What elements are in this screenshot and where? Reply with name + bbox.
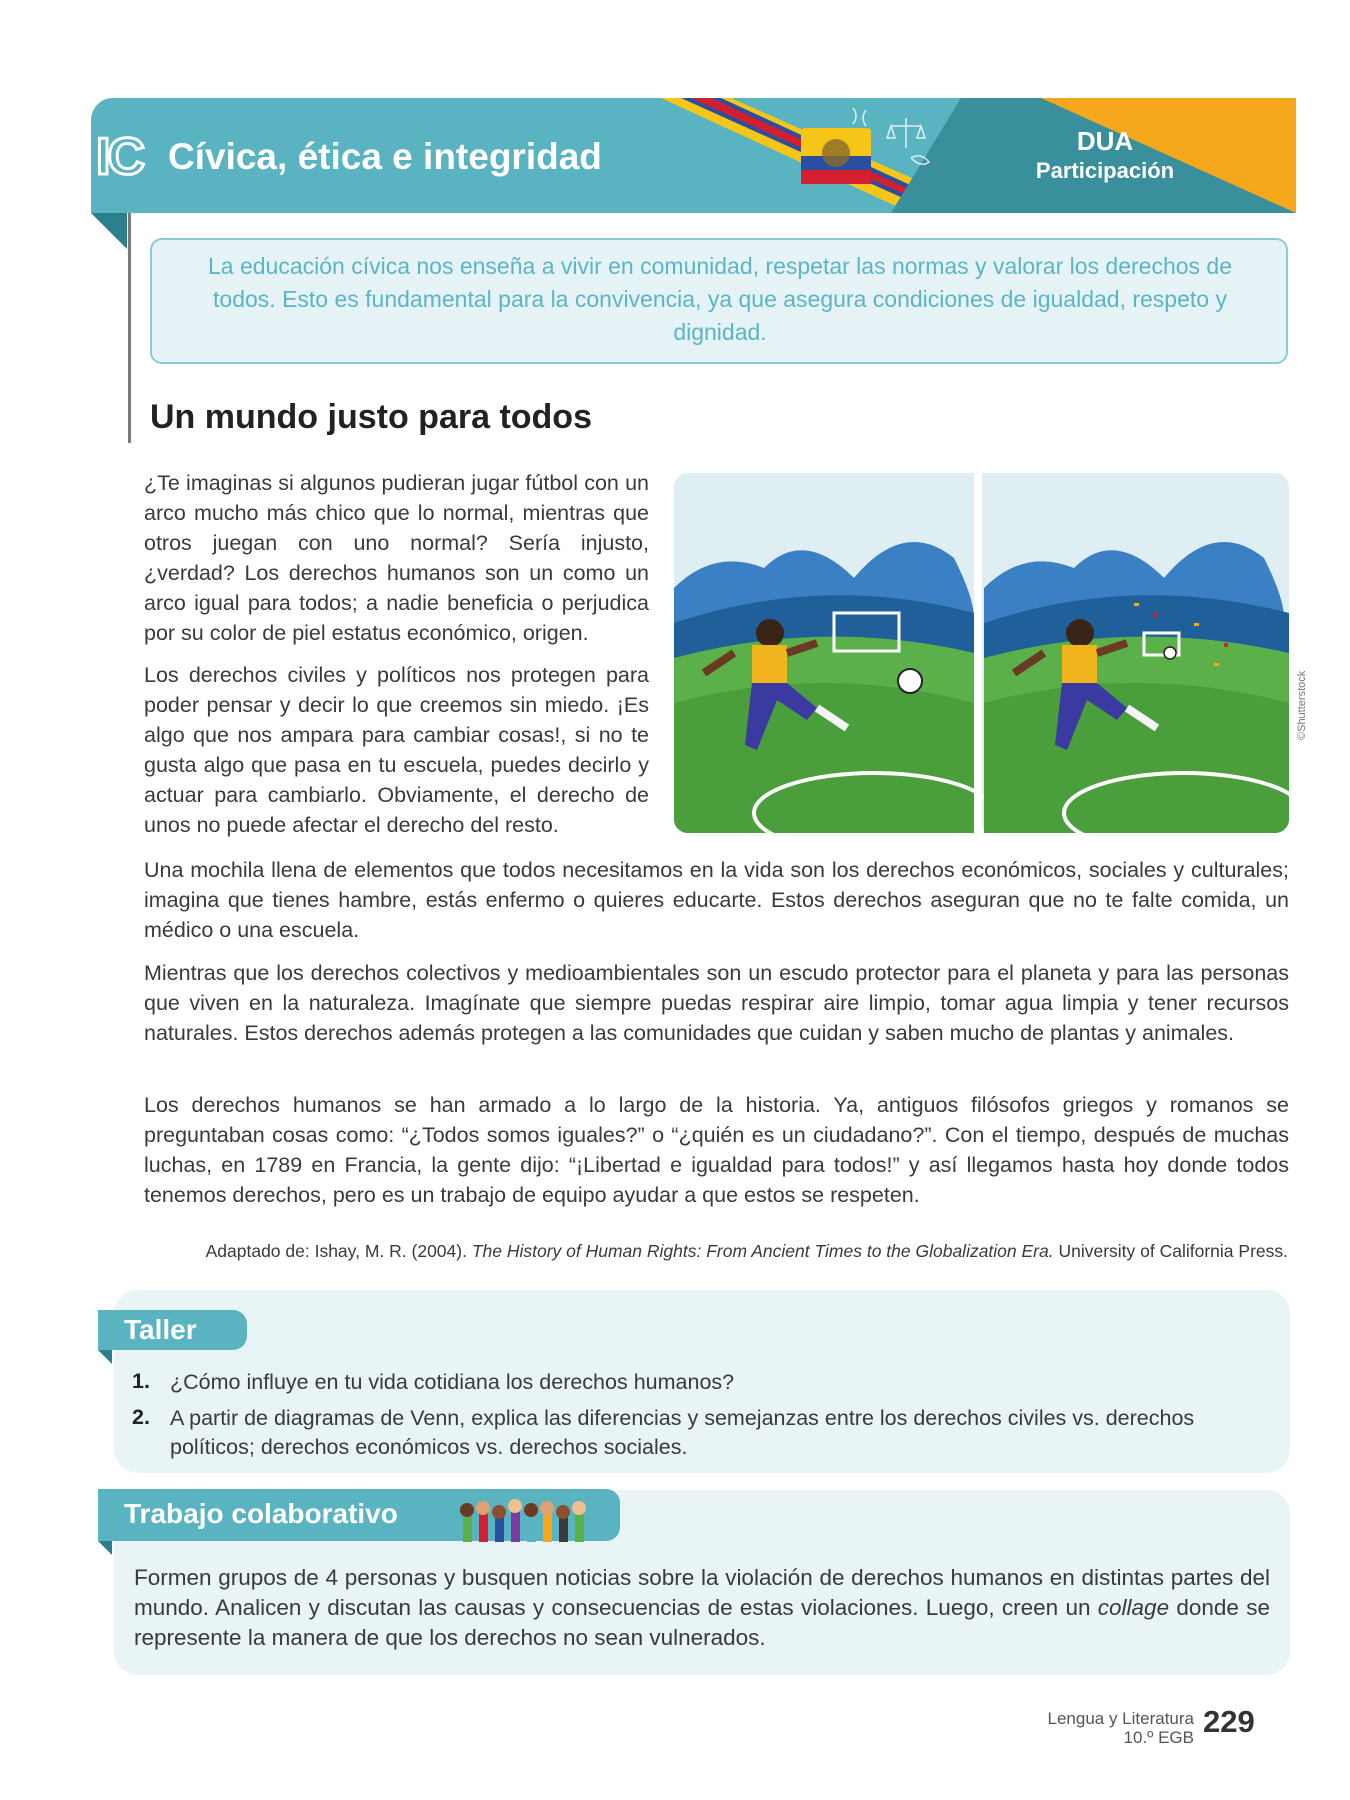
citation: Adaptado de: Ishay, M. R. (2004). The History of Human Rights: From Ancient Times to the Globalization Era. University of California Press. bbox=[205, 1241, 1288, 1261]
flag-icon bbox=[801, 128, 871, 184]
collaborative-tab-fold bbox=[98, 1541, 112, 1555]
collage-word: collage bbox=[1097, 1595, 1170, 1620]
taller-tab-fold bbox=[98, 1350, 112, 1364]
question-2: A partir de diagramas de Venn, explica las diferencias y semejanzas entre los derechos civiles vs. derechos políticos; derechos económicos vs. derechos sociales. bbox=[170, 1406, 1195, 1459]
dua-label: DUA bbox=[1076, 126, 1134, 156]
intro-text: La educación cívica nos enseña a vivir en comunidad, respetar las normas y valorar los derechos de todos. Esto es fundamental para la convivencia, ya que asegura condiciones de igualdad, respeto y dignidad. bbox=[207, 253, 1233, 345]
image-credit: ©Shutterstock bbox=[1296, 670, 1308, 740]
page-heading: Un mundo justo para todos bbox=[150, 398, 592, 436]
soccer-illustration bbox=[674, 473, 1289, 833]
citation-title: The History of Human Rights: From Ancient Times to the Globalization Era. bbox=[471, 1241, 1054, 1261]
footer-grade: 10.º EGB bbox=[1123, 1728, 1194, 1747]
paragraph-5: Los derechos humanos se han armado a lo largo de la historia. Ya, antiguos filósofos griegos y romanos se preguntaban cosas como: “¿Todos somos iguales?” o “¿quién es un ciudadano?”. Con el tiempo, después de muchas luchas, en 1789 en Francia, la gente dijo: “¡Libertad e igualdad para todos!” y así llegamos hasta hoy donde todos tenemos derechos, pero es un trabajo de equipo ayudar a que estos se respeten. bbox=[144, 1093, 1289, 1207]
raised-hands-icon bbox=[455, 1492, 595, 1542]
collaborative-text: Formen grupos de 4 personas y busquen noticias sobre la violación de derechos humanos en distintas partes del mundo. Analicen y discutan las causas y consecuencias de estas violaciones. Luego, creen un collage donde se represente la manera de que los derechos no sean vulnerados. bbox=[134, 1565, 1270, 1650]
section-title: Cívica, ética e integridad bbox=[168, 136, 602, 177]
page-number: 229 bbox=[1203, 1704, 1255, 1739]
dua-sublabel: Participación bbox=[1035, 158, 1175, 183]
paragraph-3: Una mochila llena de elementos que todos necesitamos en la vida son los derechos económicos, sociales y culturales; imagina que tienes hambre, estás enfermo o quieres educarte. Estos derechos aseguran que no te falte comida, un médico o una escuela. bbox=[144, 858, 1289, 942]
question-1-number: 1. bbox=[132, 1369, 150, 1393]
paragraph-1: ¿Te imaginas si algunos pudieran jugar fútbol con un arco mucho más chico que lo normal, mientras que otros juegan con uno normal? Sería injusto, ¿verdad? Los derechos humanos son un como un arco igual para todos; a nadie beneficia o perjudica por su color de piel estatus económico, origen. bbox=[144, 471, 649, 645]
collaborative-label: Trabajo colaborativo bbox=[124, 1498, 398, 1529]
question-1: ¿Cómo influye en tu vida cotidiana los derechos humanos? bbox=[170, 1370, 735, 1394]
scales-icon bbox=[887, 118, 925, 148]
paragraph-2: Los derechos civiles y políticos nos protegen para poder pensar y decir lo que creemos sin miedo. ¡Es algo que nos ampara para cambiar cosas!, si no te gusta algo que pasa en tu escuela, puedes decirlo y actuar para cambiarlo. Obviamente, el derecho de unos no puede afectar el derecho del resto. bbox=[144, 663, 649, 837]
footer-subject: Lengua y Literatura bbox=[1047, 1709, 1194, 1728]
taller-label: Taller bbox=[124, 1314, 197, 1345]
banner-fold bbox=[91, 213, 127, 249]
margin-rule bbox=[128, 213, 131, 443]
section-logo: IC bbox=[96, 128, 142, 186]
question-2-number: 2. bbox=[132, 1405, 150, 1429]
paragraph-4: Mientras que los derechos colectivos y medioambientales son un escudo protector para el planeta y para las personas que viven en la naturaleza. Imagínate que siempre puedas respirar aire limpio, tomar agua limpia y tener recursos naturales. Estos derechos además protegen a las comunidades que cuidan y saben mucho de plantas y animales. bbox=[144, 961, 1289, 1045]
